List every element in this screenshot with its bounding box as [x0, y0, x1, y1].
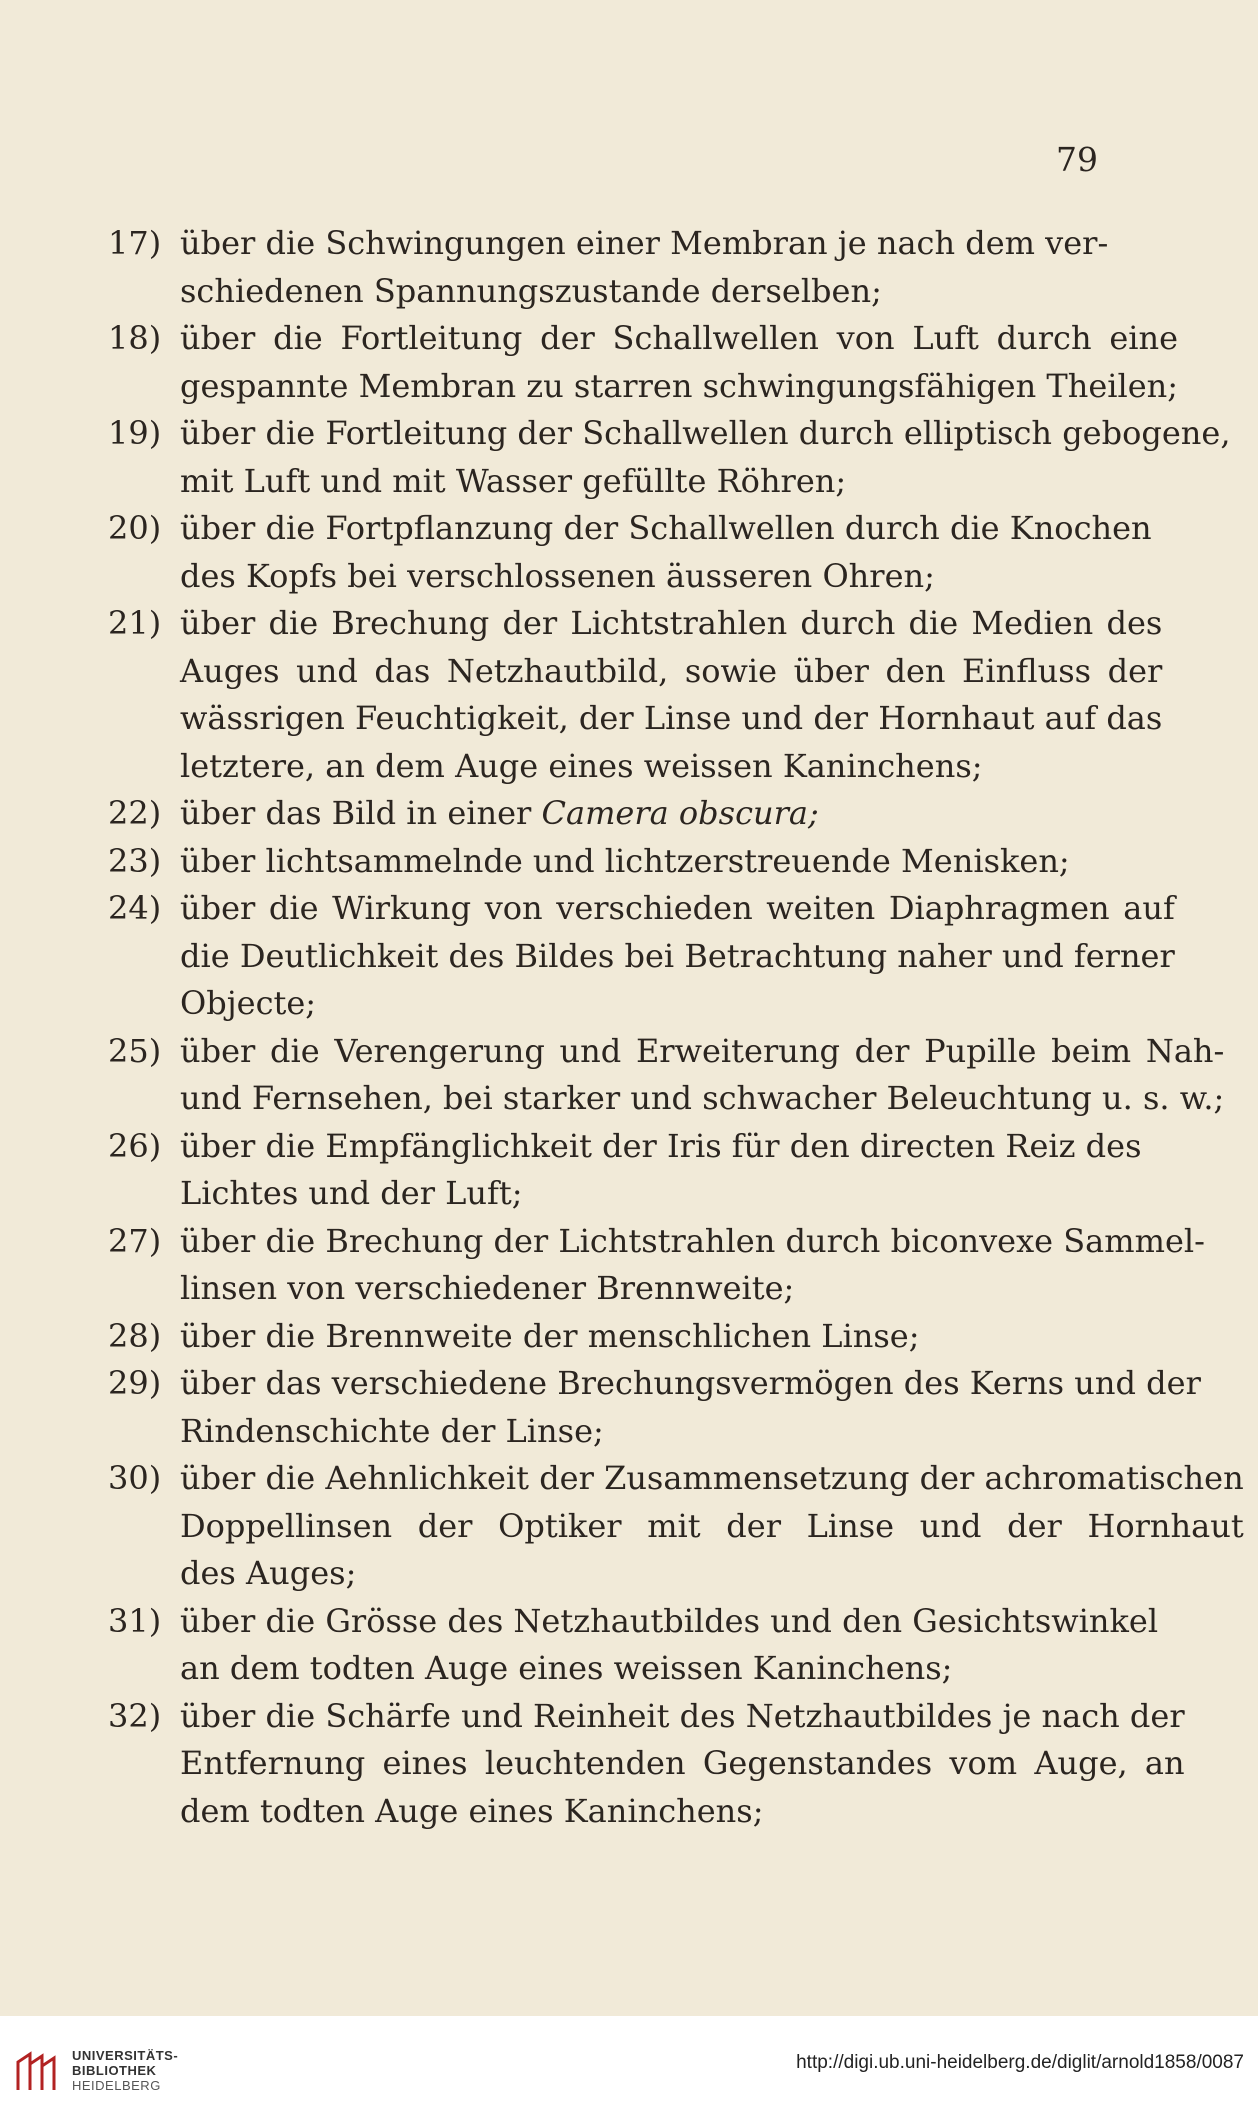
text-line: Lichtes und der Luft;: [180, 1174, 523, 1212]
text-line: gespannte Membran zu starren schwingungsfähigen Theilen;: [180, 366, 1179, 405]
item-number: 19): [108, 414, 162, 452]
item-text: [180, 1693, 1185, 1836]
item-number: 22): [108, 794, 162, 832]
item-number: 24): [108, 889, 162, 927]
library-logo-icon: [14, 2050, 58, 2094]
list-item: [108, 315, 1179, 410]
item-number: 31): [108, 1601, 162, 1640]
text-line: über die Schärfe und Reinheit des Netzhautbildes je nach der: [180, 1696, 1185, 1735]
text-line: dem todten Auge eines Kaninchens;: [180, 1791, 764, 1830]
text-line: über die Empfänglichkeit der Iris für den directen Reiz des: [180, 1126, 1142, 1165]
item-text: [180, 1123, 1142, 1218]
list-item: [108, 1218, 1205, 1313]
list-item: [108, 1455, 1244, 1598]
item-text: [180, 410, 1231, 505]
library-name: UNIVERSITÄTS- BIBLIOTHEK HEIDELBERG: [72, 2048, 179, 2093]
item-number: 18): [108, 319, 162, 357]
text-line: mit Luft und mit Wasser gefüllte Röhren;: [180, 461, 847, 500]
text-line: wässrigen Feuchtigkeit, der Linse und der Hornhaut auf das: [180, 699, 1163, 737]
text-line: über die Brechung der Lichtstrahlen durch die Medien des: [180, 604, 1163, 642]
page-number: 79: [1056, 140, 1098, 179]
item-number: 30): [108, 1459, 162, 1497]
text-line: über die Grösse des Netzhautbildes und den Gesichtswinkel: [180, 1601, 1159, 1640]
item-text: [180, 838, 1100, 886]
text-line: Doppellinsen der Optiker mit der Linse und der Hornhaut: [180, 1506, 1244, 1545]
item-text: [180, 505, 1152, 600]
text-line: über die Fortleitung der Schallwellen durch elliptisch gebogene,: [180, 414, 1231, 452]
text-line: Auges und das Netzhautbild, sowie über den Einfluss der: [180, 651, 1163, 690]
text-line: über die Fortpflanzung der Schallwellen durch die Knochen: [180, 509, 1152, 547]
list-item: [108, 1598, 1159, 1693]
text-line: Rindenschichte der Linse;: [180, 1411, 604, 1450]
source-url-link[interactable]: http://digi.ub.uni-heidelberg.de/diglit/arnold1858/0087: [796, 2052, 1244, 2073]
text-line: an dem todten Auge eines weissen Kaninchens;: [180, 1649, 953, 1687]
list-item: [108, 410, 1231, 505]
item-number: 23): [108, 841, 162, 880]
item-number: 20): [108, 509, 162, 547]
text-line: über die Fortleitung der Schallwellen von Luft durch eine: [180, 319, 1179, 357]
list-item: [108, 1123, 1142, 1218]
text-line: über das verschiedene Brechungsvermögen des Kerns und der: [180, 1364, 1201, 1402]
list-item: [108, 790, 1100, 838]
item-text: [180, 315, 1178, 410]
item-text: [180, 1028, 1224, 1123]
list-item: [108, 1028, 1225, 1123]
item-number: 26): [108, 1126, 162, 1165]
list-item: [108, 885, 1175, 1028]
numbered-list: [108, 220, 1244, 1835]
footer-bar: [0, 2016, 1258, 2126]
item-text: [180, 220, 1108, 315]
item-number: 17): [108, 224, 162, 262]
item-text: [180, 1313, 1100, 1361]
item-text: [180, 1455, 1244, 1598]
item-number: 25): [108, 1031, 162, 1070]
text-line: des Kopfs bei verschlossenen äusseren Ohren;: [180, 556, 935, 595]
list-item: [108, 838, 1100, 886]
text-line: Entfernung eines leuchtenden Gegenstandes vom Auge, an: [180, 1744, 1185, 1782]
item-text: [180, 1218, 1205, 1313]
item-text: [180, 1360, 1201, 1455]
text-line: über die Schwingungen einer Membran je nach dem ver-: [180, 224, 1109, 262]
text-line: des Auges;: [180, 1554, 357, 1592]
text-line: über das Bild in einer Camera obscura;: [180, 794, 819, 832]
text-line: über die Brechung der Lichtstrahlen durch biconvexe Sammel-: [180, 1221, 1205, 1260]
item-text: [180, 600, 1162, 790]
text-line: über lichtsammelnde und lichtzerstreuende Menisken;: [180, 841, 1070, 880]
list-item: [108, 220, 1109, 315]
list-item: [108, 1313, 1100, 1361]
italic-term: Camera obscura;: [541, 794, 819, 832]
item-number: 27): [108, 1221, 162, 1260]
item-number: 21): [108, 604, 162, 642]
list-item: [108, 505, 1152, 600]
text-line: schiedenen Spannungszustande derselben;: [180, 271, 882, 310]
text-line: linsen von verschiedener Brennweite;: [180, 1269, 795, 1307]
text-line: die Deutlichkeit des Bildes bei Betrachtung naher und ferner: [180, 936, 1175, 975]
text-line: über die Brennweite der menschlichen Linse;: [180, 1316, 920, 1355]
item-number: 32): [108, 1696, 162, 1735]
item-number: 28): [108, 1316, 162, 1355]
list-item: [108, 1360, 1201, 1455]
text-line: über die Verengerung und Erweiterung der Pupille beim Nah-: [180, 1031, 1225, 1070]
text-line: über die Aehnlichkeit der Zusammensetzung der achromatischen: [180, 1459, 1244, 1497]
item-text: [180, 885, 1175, 1028]
text-line: letztere, an dem Auge eines weissen Kaninchens;: [180, 746, 983, 785]
text-line: über die Wirkung von verschieden weiten Diaphragmen auf: [180, 889, 1175, 927]
item-text: [180, 790, 1100, 838]
text-line: und Fernsehen, bei starker und schwacher Beleuchtung u. s. w.;: [180, 1079, 1225, 1117]
text-line: Objecte;: [180, 984, 317, 1022]
item-number: 29): [108, 1364, 162, 1402]
item-text: [180, 1598, 1158, 1693]
list-item: [108, 600, 1163, 790]
list-item: [108, 1693, 1185, 1836]
